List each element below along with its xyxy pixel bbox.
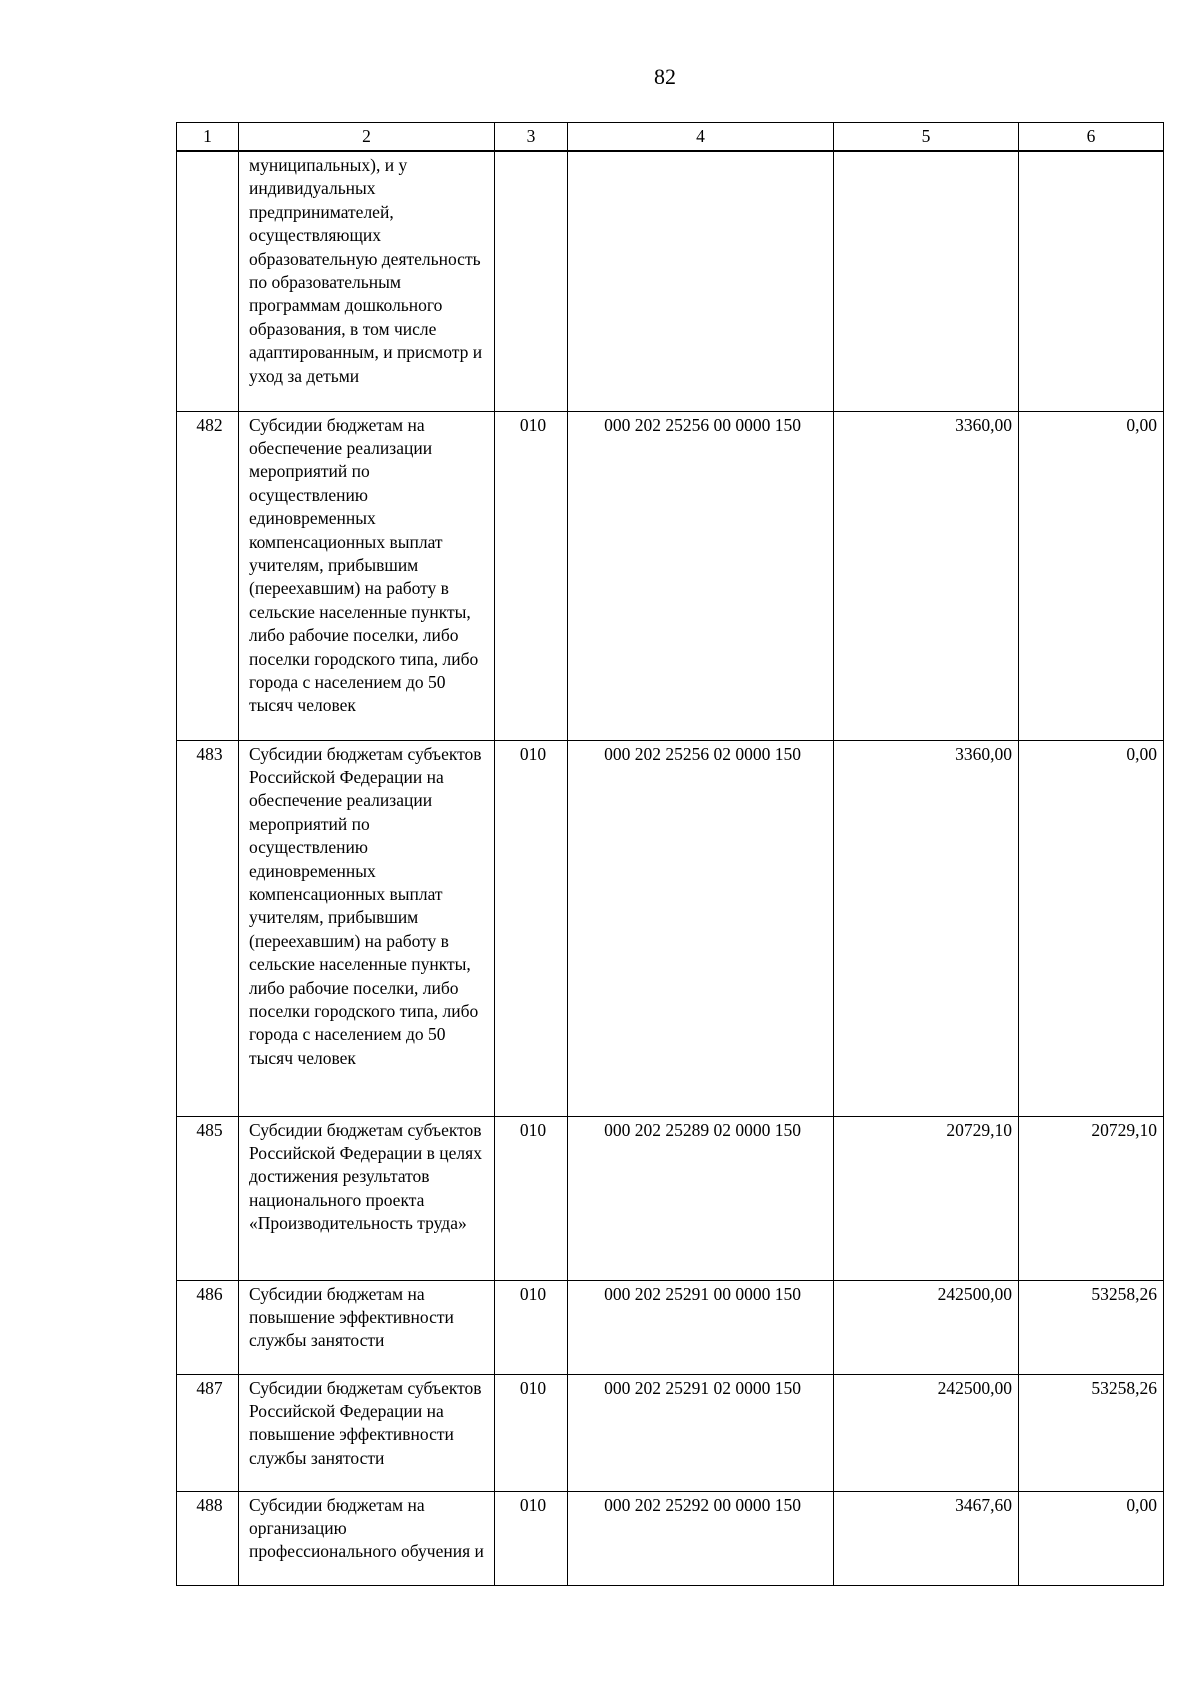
row-number: 482 <box>177 411 239 740</box>
column-header: 5 <box>834 123 1019 152</box>
row-amount-actual: 53258,26 <box>1019 1374 1164 1491</box>
table-row <box>177 1280 1164 1374</box>
row-admin-code <box>495 151 568 411</box>
row-amount-actual: 53258,26 <box>1019 1280 1164 1374</box>
row-admin-code: 010 <box>495 411 568 740</box>
row-admin-code: 010 <box>495 1374 568 1491</box>
row-amount-planned: 3360,00 <box>834 740 1019 1116</box>
row-description: Субсидии бюджетам на обеспечение реализации мероприятий по осуществлению единовременных компенсационных выплат учителям, прибывшим (переехавшим) на работу в сельские населенные пункты, либо рабочие поселки, либо поселки городского типа, либо города с населением до 50 тысяч человек <box>239 411 495 740</box>
row-budget-code: 000 202 25292 00 0000 150 <box>568 1491 834 1585</box>
row-amount-planned: 20729,10 <box>834 1116 1019 1280</box>
row-admin-code: 010 <box>495 1116 568 1280</box>
row-description: Субсидии бюджетам субъектов Российской Федерации на обеспечение реализации мероприятий по осуществлению единовременных компенсационных выплат учителям, прибывшим (переехавшим) на работу в сельские населенные пункты, либо рабочие поселки, либо поселки городского типа, либо города с населением до 50 тысяч человек <box>239 740 495 1116</box>
row-admin-code: 010 <box>495 740 568 1116</box>
row-amount-actual: 20729,10 <box>1019 1116 1164 1280</box>
table-row <box>177 1374 1164 1491</box>
row-budget-code: 000 202 25291 02 0000 150 <box>568 1374 834 1491</box>
row-admin-code: 010 <box>495 1280 568 1374</box>
budget-table <box>176 122 1164 1586</box>
row-amount-planned: 3467,60 <box>834 1491 1019 1585</box>
row-number: 486 <box>177 1280 239 1374</box>
row-number <box>177 151 239 411</box>
row-number: 488 <box>177 1491 239 1585</box>
row-number: 483 <box>177 740 239 1116</box>
row-budget-code: 000 202 25256 02 0000 150 <box>568 740 834 1116</box>
table-row <box>177 151 1164 411</box>
column-header: 3 <box>495 123 568 152</box>
row-amount-planned: 242500,00 <box>834 1280 1019 1374</box>
row-amount-planned: 3360,00 <box>834 411 1019 740</box>
table-row <box>177 1116 1164 1280</box>
row-description: Субсидии бюджетам на повышение эффективности службы занятости <box>239 1280 495 1374</box>
column-header: 4 <box>568 123 834 152</box>
table-header-row <box>177 123 1164 152</box>
column-header: 2 <box>239 123 495 152</box>
table-row <box>177 411 1164 740</box>
row-description: Субсидии бюджетам субъектов Российской Федерации на повышение эффективности службы занятости <box>239 1374 495 1491</box>
row-number: 485 <box>177 1116 239 1280</box>
row-description: Субсидии бюджетам на организацию профессионального обучения и <box>239 1491 495 1585</box>
page-number: 82 <box>654 64 676 89</box>
table-row <box>177 740 1164 1116</box>
row-amount-planned: 242500,00 <box>834 1374 1019 1491</box>
column-header: 6 <box>1019 123 1164 152</box>
row-description: Субсидии бюджетам субъектов Российской Федерации в целях достижения результатов национального проекта «Производительность труда» <box>239 1116 495 1280</box>
row-admin-code: 010 <box>495 1491 568 1585</box>
row-amount-actual: 0,00 <box>1019 740 1164 1116</box>
row-budget-code <box>568 151 834 411</box>
row-amount-actual <box>1019 151 1164 411</box>
column-header: 1 <box>177 123 239 152</box>
row-budget-code: 000 202 25256 00 0000 150 <box>568 411 834 740</box>
table-row <box>177 1491 1164 1585</box>
row-number: 487 <box>177 1374 239 1491</box>
row-budget-code: 000 202 25289 02 0000 150 <box>568 1116 834 1280</box>
row-budget-code: 000 202 25291 00 0000 150 <box>568 1280 834 1374</box>
row-amount-actual: 0,00 <box>1019 411 1164 740</box>
row-amount-actual: 0,00 <box>1019 1491 1164 1585</box>
row-amount-planned <box>834 151 1019 411</box>
row-description: муниципальных), и у индивидуальных предпринимателей, осуществляющих образовательную деятельность по образовательным программам дошкольного образования, в том числе адаптированным, и присмотр и уход за детьми <box>239 151 495 411</box>
